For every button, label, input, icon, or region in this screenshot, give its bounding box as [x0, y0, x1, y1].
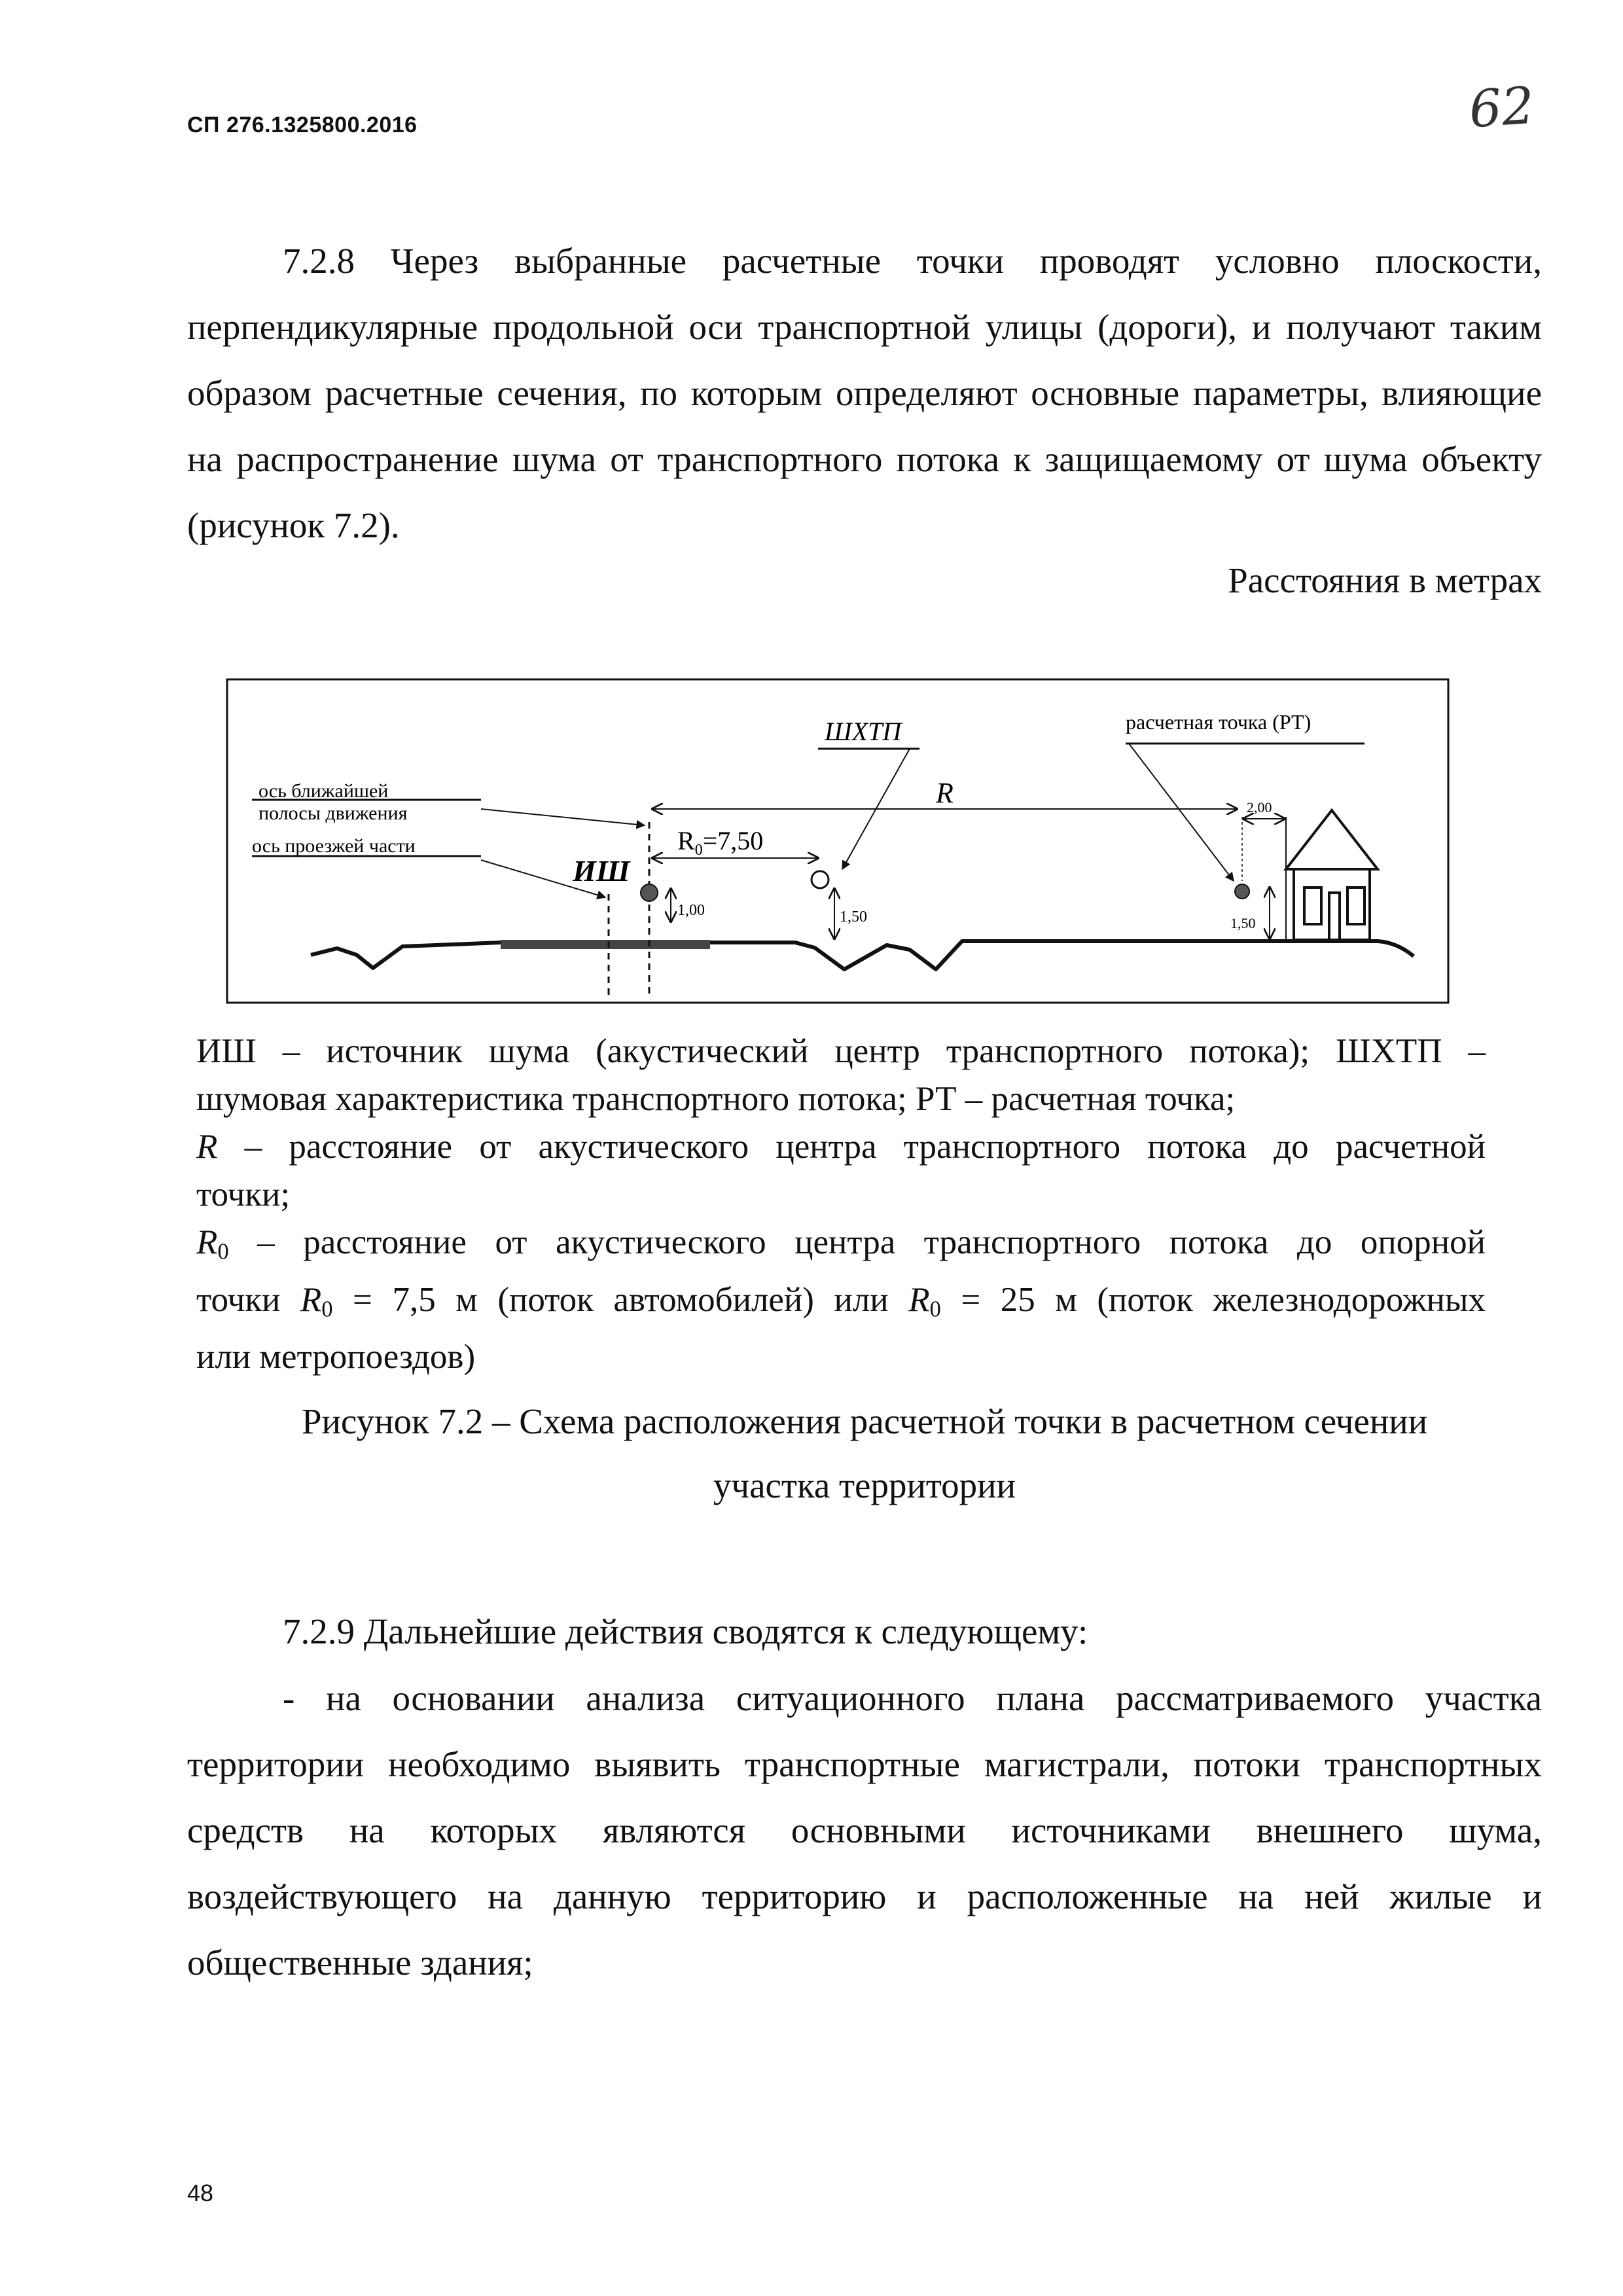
legend-line-2: шумовая характеристика транспортного потока; РТ – расчетная точка; [196, 1080, 1236, 1118]
label-lane-axis-line1: ось ближайшей [259, 780, 389, 802]
dim-2-00-label: 2,00 [1247, 799, 1272, 816]
figure-legend [196, 1028, 1486, 1381]
roadway [501, 940, 710, 949]
dim-1-50-rt-label: 1,50 [1230, 915, 1256, 931]
legend-r-line-1: R – расстояние от акустического центра транспортного потока до расчетной [196, 1128, 1486, 1166]
handwritten-page-number: 62 [1467, 76, 1537, 140]
figure-7-2-diagram [226, 678, 1450, 1004]
legend-r0-line-3: или метропоездов) [196, 1338, 476, 1376]
lane-axis-leader [481, 809, 645, 825]
label-noise-source: ИШ [573, 854, 630, 888]
document-code: СП 276.1325800.2016 [187, 113, 418, 137]
label-shxtp: ШХТП [825, 717, 902, 746]
rt-leader [1129, 744, 1234, 881]
ground-profile [311, 941, 1414, 969]
legend-line-1: ИШ – источник шума (акустический центр транспортного потока); ШХТП – [196, 1032, 1486, 1070]
reference-point [812, 871, 829, 888]
label-r: R [936, 777, 954, 809]
dim-1-00-label: 1,00 [677, 902, 705, 919]
label-lane-axis-line2: полосы движения [259, 802, 408, 824]
legend-r-line-2: точки; [196, 1175, 291, 1213]
label-road-axis: ось проезжей части [252, 835, 416, 857]
units-note: Расстояния в метрах [1228, 560, 1542, 600]
figure-caption-line-2: участка территории [713, 1465, 1016, 1505]
calculation-point [1235, 884, 1249, 899]
label-r0: $R_0=7,50$ [677, 826, 764, 859]
page-number: 48 [187, 2179, 214, 2206]
house-icon [1286, 810, 1378, 940]
noise-source-point [641, 884, 658, 901]
paragraph-7-2-8: 7.2.8 Через выбранные расчетные точки проводят условно плоскости, перпендикулярные продольной оси транспортной улицы (дороги), и получают таким образом расчетные сечения, по которым определяют основные параметры, влияющие на распространение шума от транспортного потока к защищаемому от шума объекту (рисунок 7.2). [187, 241, 1542, 545]
legend-r0-line-1: $R_0$ – расстояние от акустического центра транспортного потока до опорной [196, 1223, 1486, 1265]
r-symbol: R [196, 1128, 218, 1166]
paragraph-7-2-9: 7.2.9 Дальнейшие действия сводятся к следующему: [283, 1611, 1088, 1651]
label-calculation-point: расчетная точка (РТ) [1126, 710, 1311, 734]
bullet-item-1: - на основании анализа ситуационного плана рассматриваемого участка территории необходимо выявить транспортные магистрали, потоки транспортных средств на которых являются основными источниками внешнего шума, воздействующего на данную территорию и расположенные на ней жилые и общественные здания; [187, 1678, 1542, 1982]
dim-1-50-ref-label: 1,50 [840, 908, 867, 925]
legend-r0-line-2: точки $R_0 = 7,5$ м (поток автомобилей) или $R_0 = 25$ м (поток железнодорожных [196, 1280, 1486, 1322]
figure-caption-line-1: Рисунок 7.2 – Схема расположения расчетной точки в расчетном сечении [301, 1401, 1428, 1441]
